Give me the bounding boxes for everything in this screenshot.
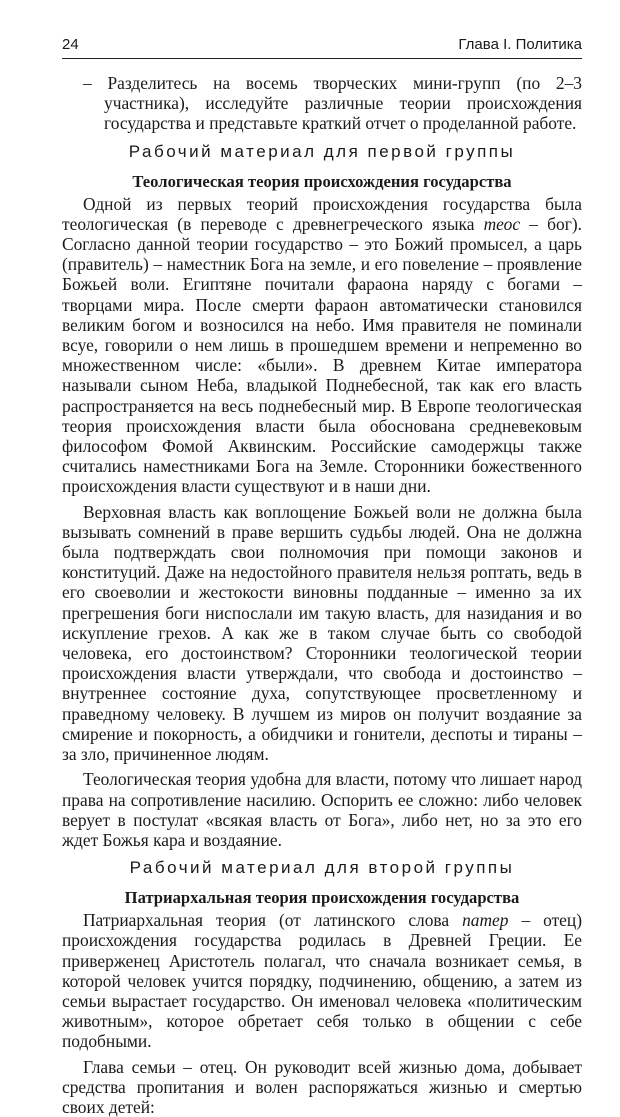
term-italic: теос bbox=[483, 213, 521, 234]
page-number: 24 bbox=[62, 36, 79, 53]
paragraph: Теологическая теория удобна для власти, потому что лишает народ права на сопротивление насилию. Оспорить ее сложно: либо человек верует в постулат «всякая власть от Бога», либо нет, но за это его ждет Божья кара и воздаяние. bbox=[62, 769, 582, 850]
running-header bbox=[62, 36, 582, 59]
theory-title-patriarchal: Патриархальная теория происхождения государства bbox=[124, 888, 520, 908]
chapter-title: Глава I. Политика bbox=[458, 36, 582, 53]
paragraph: Одной из первых теорий происхождения государства была теологическая (в переводе с древнегреческого языка теос – бог). Согласно данной теории государство – это Божий промысел, а царь (правитель) – наместник Бога на земле, и его повеление – проявление Божьей воли. Египтяне почитали фараона наряду с богами – творцами мира. После смерти фараон автоматически становился великим богом и возносился на небо. Имя правителя не поминали всуе, говорили о нем лишь в прошедшем времени и непременно во множественном числе: «были». В древнем Китае императора называли сыном Неба, владыкой Поднебесной, так как его власть распространяется на весь поднебесный мир. В Европе теологическая теория происхождения власти была обоснована средневековым философом Фомой Аквинским. Российские самодержцы также считались наместниками Бога на Земле. Сторонники божественного происхождения власти существуют и в наши дни. bbox=[62, 193, 582, 497]
paragraph: Патриархальная теория (от латинского слова патер – отец) происхождения государства родилась в Древней Греции. Ее приверженец Аристотель полагал, что сначала возникает семья, в которой человек учится порядку, подчинению, общению, а затем из семьи вырастает государство. Он именовал человека «политическим животным», которое обретает себя только в общении с себе подобными. bbox=[62, 910, 582, 1052]
page-content bbox=[62, 73, 582, 1117]
theory-title-theological: Теологическая теория происхождения государства bbox=[132, 171, 512, 191]
term-italic: патер bbox=[462, 910, 509, 931]
paragraph: Глава семьи – отец. Он руководит всей жизнью дома, добывает средства пропитания и волен распоряжаться жизнью и смертью своих детей: bbox=[62, 1056, 582, 1117]
section-heading-group-2: Рабочий материал для второй группы bbox=[129, 858, 515, 878]
paragraph: Верховная власть как воплощение Божьей воли не должна была вызывать сомнений в праве вершить судьбы людей. Она не должна была подтверждать свои полномочия при помощи законов и конституций. Даже на недостойного правителя нельзя роптать, ведь в его своеволии и жестокости виновны подданные – именно за их прегрешения боги ниспослали им такую власть, для назидания и во искупление грехов. А как же в таком случае быть со свободой человека, его достоинством? Сторонники теологической теории происхождения власти утверждали, что свобода и достоинство – внутреннее состояние духа, сопутствующее просветленному и праведному человеку. В лучшем из миров он получит воздаяние за смирение и покорность, а обидчики и гонители, деспоты и тираны – за зло, причиненное людям. bbox=[62, 501, 582, 765]
section-heading-group-1: Рабочий материал для первой группы bbox=[128, 141, 516, 161]
task-instruction: – Разделитесь на восемь творческих мини-групп (по 2–3 участника), исследуйте различные теории происхождения государства и представьте краткий отчет о проделанной работе. bbox=[83, 73, 582, 134]
